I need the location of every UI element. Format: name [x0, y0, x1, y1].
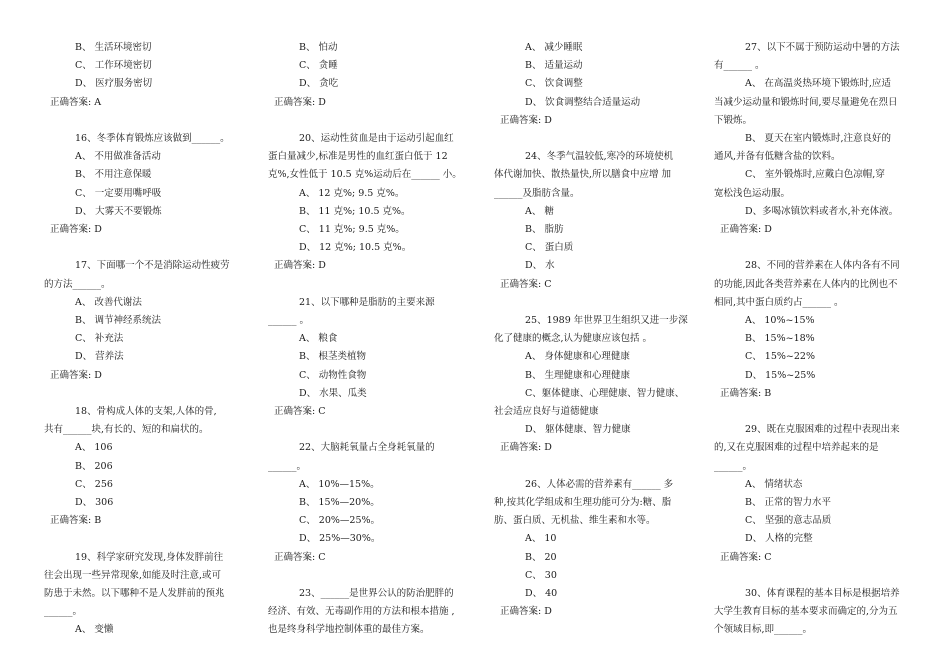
question-stem: 蛋白量减少,标准是男性的血红蛋白低于 12 [268, 151, 448, 163]
option: A、 不用做准备活动 [75, 151, 161, 163]
question-stem: 的,又在克服困难的过程中培养起来的是 [714, 442, 879, 454]
option: D、 25%—30%。 [299, 533, 381, 545]
question-stem: 24、冬季气温较低,寒冷的环境使机 [525, 151, 674, 163]
option: B、 根茎类植物 [299, 351, 367, 363]
option: A、 10%~15% [745, 315, 815, 327]
option: B、 适量运动 [525, 60, 583, 72]
question-stem: 27、以下不属于预防运动中暑的方法 [745, 42, 900, 53]
question-stem: 也是终身科学地控制体重的最佳方案。 [268, 624, 430, 636]
question-stem: 共有______块,有长的、短的和扁状的。 [44, 424, 209, 436]
answer: 正确答案: D [500, 442, 552, 454]
question-stem: 29、既在克服困难的过程中表现出来 [745, 424, 900, 436]
column-1 [44, 39, 254, 640]
option: 宽松浅色运动服。 [714, 187, 791, 199]
question-stem: 个领域目标,即______。 [714, 624, 813, 636]
column-2 [268, 39, 478, 640]
option: C、 室外锻炼时,应戴白色凉帽,穿 [745, 169, 885, 181]
option: C、 动物性食物 [299, 369, 367, 381]
option: B、 怕动 [299, 42, 338, 53]
option: B、 脂肪 [525, 224, 564, 236]
question-stem: 19、科学家研究发现,身体发胖前往 [75, 551, 224, 563]
option: A、 改善代谢法 [75, 296, 142, 308]
option: C、 15%~22% [745, 351, 815, 363]
question-stem: 20、运动性贫血是由于运动引起血红 [299, 133, 454, 144]
option: D、 水 [525, 260, 555, 272]
answer: 正确答案: C [274, 551, 326, 563]
option: C、 饮食调整 [525, 78, 583, 90]
option: D、 躯体健康、智力健康 [525, 424, 631, 436]
question-stem: 26、人体必需的营养素有______ 多 [525, 478, 674, 490]
question-stem: 种,按其化学组成和生理功能可分为:糖、脂 [494, 497, 672, 509]
answer: 正确答案: B [720, 387, 772, 399]
question-stem: 的方法______。 [44, 278, 111, 290]
option: D、 营养法 [75, 351, 124, 363]
option: C、 贪睡 [299, 60, 338, 72]
question-stem: 克%,女性低于 10.5 克%运动后在______ 小。 [268, 169, 462, 181]
option: 当减少运动量和锻炼时间,要尽量避免在烈日 [714, 96, 898, 108]
answer: 正确答案: B [50, 515, 102, 527]
question-stem: 23、______是世界公认的防治肥胖的 [299, 588, 454, 600]
option: A、 糖 [525, 205, 554, 217]
option: A、 减少睡眠 [525, 42, 583, 53]
question-stem: 21、以下哪种是脂肪的主要来源 [299, 296, 435, 308]
option: B、 正常的智力水平 [745, 497, 832, 509]
option: A、 10%—15%。 [299, 478, 380, 490]
option: D、 大雾天不要锻炼 [75, 205, 162, 217]
question-stem: ______。 [44, 606, 83, 618]
question-stem: 有______ 。 [714, 60, 765, 72]
option: D、 人格的完整 [745, 533, 813, 545]
question-stem: 体代谢加快、散热量快,所以膳食中应增 加 [494, 169, 672, 181]
option: C、 20%—25%。 [299, 515, 381, 527]
option: A、 情绪状态 [745, 478, 803, 490]
answer: 正确答案: D [274, 96, 326, 108]
option: C、 坚强的意志品质 [745, 515, 832, 527]
option: C、 30 [525, 569, 557, 581]
question-stem: ______ 。 [268, 315, 310, 327]
option: A、 变懒 [75, 624, 114, 636]
option: D、 40 [525, 588, 558, 600]
option: B、 夏天在室内锻炼时,注意良好的 [745, 133, 892, 145]
answer: 正确答案: D [500, 606, 552, 618]
option: C、躯体健康、心理健康、智力健康、 [525, 387, 685, 399]
question-stem: 28、不同的营养素在人体内各有不同 [745, 260, 900, 272]
question-stem: 往会出现一些异常现象,如能及时注意,或可 [44, 569, 222, 581]
option: 社会适应良好与道德健康 [494, 406, 599, 418]
question-stem: ______。 [268, 460, 307, 472]
option: D、 水果、瓜类 [299, 387, 367, 399]
column-3 [494, 39, 704, 621]
option: C、 一定要用嘴呼吸 [75, 187, 162, 199]
question-stem: 25、1989 年世界卫生组织又进一步深 [525, 315, 688, 327]
option: A、 粮食 [299, 333, 338, 345]
option: 通风,并备有低糖含盐的饮料。 [714, 151, 841, 163]
option: B、 调节神经系统法 [75, 315, 162, 327]
option: B、 206 [75, 460, 113, 472]
question-stem: 防患于未然。以下哪种不是人发胖前的预兆 [44, 588, 225, 600]
question-stem: 的功能,因此各类营养素在人体内的比例也不 [714, 278, 898, 290]
option: B、 11 克%; 10.5 克%。 [299, 205, 411, 217]
question-stem: ______及脂肪含量。 [494, 187, 580, 199]
option: C、 补充法 [75, 333, 124, 345]
option: D、 306 [75, 497, 114, 509]
option: C、 11 克%; 9.5 克%。 [299, 224, 405, 236]
question-stem: 化了健康的概念,认为健康应该包括 。 [494, 333, 653, 345]
question-stem: 肪、蛋白质、无机盐、维生素和水等。 [494, 515, 656, 527]
option: B、 15%~18% [745, 333, 815, 345]
answer: 正确答案: D [720, 224, 772, 236]
question-stem: 大学生教育目标的基本要求而确定的,分为五 [714, 606, 898, 618]
answer: 正确答案: D [500, 114, 552, 126]
answer: 正确答案: C [274, 406, 326, 418]
question-stem: 16、冬季体育锻炼应该做到______。 [75, 133, 230, 144]
option: D、多喝冰镇饮料或者水,补充体液。 [745, 205, 899, 217]
option: 下锻炼。 [714, 114, 753, 126]
option: D、 15%~25% [745, 369, 816, 381]
question-stem: ______。 [714, 460, 753, 472]
option: D、 医疗服务密切 [75, 78, 153, 90]
question-stem: 经济、有效、无毒副作用的方法和根本措施 , [268, 606, 455, 618]
option: A、 身体健康和心理健康 [525, 351, 630, 363]
option: B、 15%—20%。 [299, 497, 380, 509]
question-stem: 18、骨构成人体的支架,人体的骨, [75, 406, 217, 418]
option: B、 20 [525, 551, 557, 563]
answer: 正确答案: C [500, 278, 552, 290]
option: B、 生活环境密切 [75, 42, 152, 53]
question-stem: 17、下面哪一个不是消除运动性疲劳 [75, 260, 230, 272]
option: D、 12 克%; 10.5 克%。 [299, 242, 412, 254]
option: A、 12 克%; 9.5 克%。 [299, 187, 405, 199]
option: B、 不用注意保暖 [75, 169, 152, 181]
answer: 正确答案: D [50, 369, 102, 381]
answer: 正确答案: A [50, 96, 102, 108]
option: D、 饮食调整结合适量运动 [525, 96, 641, 108]
option: C、 工作环境密切 [75, 60, 152, 72]
option: C、 蛋白质 [525, 242, 574, 254]
answer: 正确答案: C [720, 551, 772, 563]
question-stem: 相同,其中蛋白质约占______ 。 [714, 296, 844, 308]
answer: 正确答案: D [50, 224, 102, 236]
option: B、 生理健康和心理健康 [525, 369, 631, 381]
option: A、 在高温炎热环境下锻炼时,应适 [745, 78, 891, 90]
option: A、 106 [75, 442, 113, 454]
option: A、 10 [525, 533, 557, 545]
question-stem: 22、大脑耗氧量占全身耗氧量的 [299, 442, 435, 454]
question-stem: 30、体育课程的基本目标是根据培养 [745, 588, 900, 600]
column-4 [714, 39, 924, 640]
option: D、 贪吃 [299, 78, 339, 90]
option: C、 256 [75, 478, 113, 490]
answer: 正确答案: D [274, 260, 326, 272]
